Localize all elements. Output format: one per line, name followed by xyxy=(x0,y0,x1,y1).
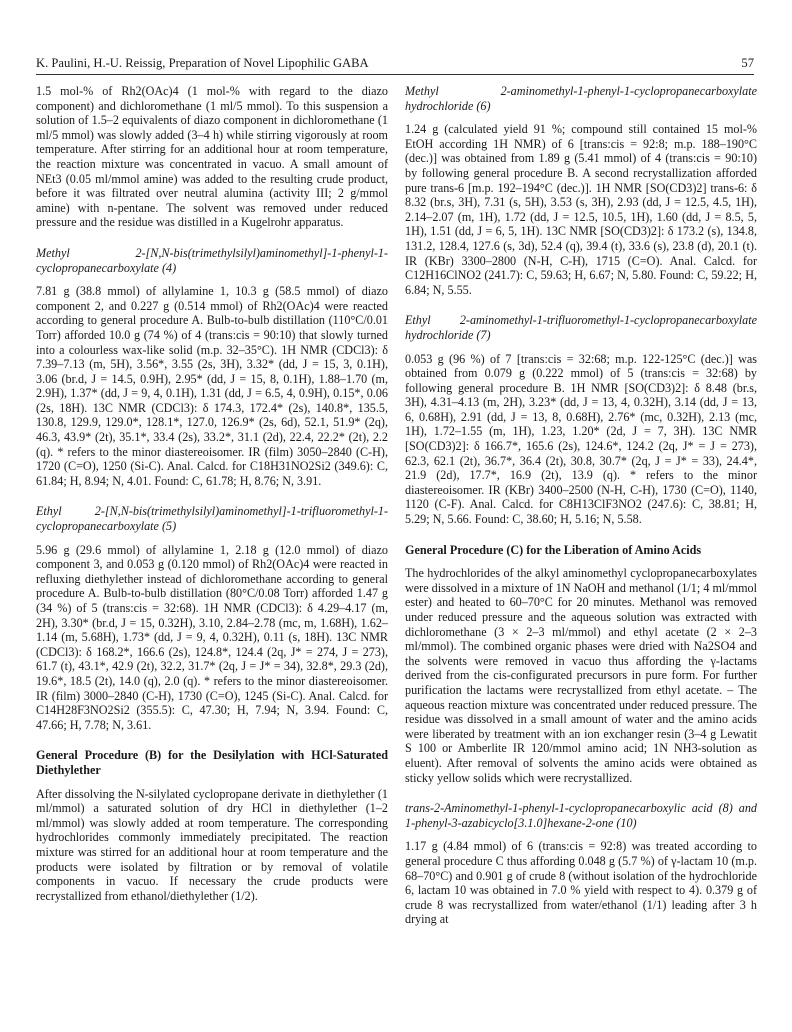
procedure-c-text: The hydrochlorides of the alkyl aminomethyl cyclopropanecarboxylates were dissolved in a mixture of 1N NaOH and methanol (1/1; 4 ml/mmol ester) and heated to 60–70°C for 20 minutes. Methanol was removed under reduced pressure and the aqueous solution was extracted with dichloromethane (3 × 2–3 ml/mmol) and ethyl acetate (2 × 2–3 ml/mmol). The combined organic phases were dried with Na2SO4 and the solvents were removed in vacuo thus affording the γ-lactams derived from the cis-configurated precursors in pure form. For further purification the lactams were recrystallized from ethyl acetate. – The aqueous reaction mixture was concentrated under reduced pressure. The residue was dissolved in a small amount of water and the amino acids were liberated by treatment with an ion exchanger resin (3–4 g Lewatit S 100 or Amberlite IR 120/mmol amino acid; 1N NH3-solution as eluent). After removal of solvents the amino acids were obtained as sticky yellow solids which were recrystallized. xyxy=(405,566,757,785)
running-title: K. Paulini, H.-U. Reissig, Preparation of Novel Lipophilic GABA xyxy=(36,56,369,70)
right-column xyxy=(405,84,757,927)
compound-4-text: 7.81 g (38.8 mmol) of allylamine 1, 10.3 g (58.5 mmol) of diazo component 2, and 0.227 g (0.514 mmol) of Rh2(OAc)4 were reacted according to general procedure A. Bulb-to-bulb distillation (110°C/0.01 Torr) afforded 10.0 g (74 %) of 4 (trans:cis = 90:10) that slowly turned into a colourless wax-like solid (m.p. 32–35°C). 1H NMR (CDCl3): δ 7.39–7.13 (m, 5H), 3.56*, 3.55 (2s, 3H), 3.32* (dd, J = 15, 3, 0.1H), 3.06 (br.d, J = 14.5, 0.9H), 2.95* (dd, J = 15, 8, 0.1H), 1.88–1.70 (m, 2.9H), 1.37* (dd, J = 9, 4, 0.1H), 1.31 (dd, J = 6.5, 4, 0.9H), 0.15*, 0.06 (2s, 18H). 13C NMR (CDCl3): δ 174.3, 172.4* (2s), 140.8*, 135.5, 130.8, 129.9, 129.0*, 128.1*, 127.0, 126.9* (2s, 6d), 52.1, 51.9* (2q), 46.3, 43.9* (2t), 35.1*, 33.4 (2s), 33.2*, 31.1 (2d), 22.4, 22.2* (2t), 2.2 (q). * refers to the minor diastereoisomer. IR (film) 3050–2840 (C-H), 1720 (C=O), 1250 (Si-C). Anal. Calcd. for C18H31NO2Si2 (349.6): C, 61.84; H, 8.94; N, 4.01. Found: C, 61.78; H, 8.76; N, 3.91. xyxy=(36,284,388,488)
procedure-b-heading: General Procedure (B) for the Desilylation with HCl-Saturated Diethylether xyxy=(36,748,388,777)
compound-6-text: 1.24 g (calculated yield 91 %; compound still contained 15 mol-% EtOH according 1H NMR) of 6 [trans:cis = 92:8; m.p. 188–190°C (dec.)] was obtained from 1.89 g (5.41 mmol) of 4 (trans:cis = 90:10) by following general procedure B. A second recrystallization afforded pure trans-6 [m.p. 192–194°C (dec.)]. 1H NMR [SO(CD3)2] trans-6: δ 8.32 (br.s, 3H), 7.31 (s, 5H), 3.53 (s, 3H), 2.93 (dd, J = 12.5, 4.5, 1H), 2.14–2.07 (m, 1H), 1.72 (dd, J = 12.5, 10.5, 1H), 1.60 (dd, J = 8.5, 5, 1H), 1.51 (dd, J = 6, 5, 1H). 13C NMR [SO(CD3)2]: δ 173.2 (s), 134.8, 131.2, 128.4, 127.6 (s, 3d), 52.4 (q), 39.4 (t), 33.6 (s), 23.8 (d), 20.1 (t). IR (KBr) 3300–2800 (N-H, C-H), 1715 (C=O). Anal. Calcd. for C12H16ClNO2 (241.7): C, 59.63; H, 6.67; N, 5.80. Found: C, 59.22; H, 6.84; N, 5.55. xyxy=(405,122,757,297)
compound-5-heading: Ethyl 2-[N,N-bis(trimethylsilyl)aminomethyl]-1-trifluoromethyl-1-cyclopropanecarboxylate (5) xyxy=(36,504,388,534)
compound-7-heading: Ethyl 2-aminomethyl-1-trifluoromethyl-1-cyclopropanecarboxylate hydrochloride (7) xyxy=(405,313,757,342)
compound-6-heading: Methyl 2-aminomethyl-1-phenyl-1-cyclopropanecarboxylate hydrochloride (6) xyxy=(405,84,757,113)
page-number: 57 xyxy=(741,56,754,70)
compound-5-text: 5.96 g (29.6 mmol) of allylamine 1, 2.18 g (12.0 mmol) of diazo component 3, and 0.053 g (0.120 mmol) of Rh2(OAc)4 were reacted in refluxing diethylether instead of dichloromethane according to general procedure A. Bulb-to-bulb distillation (80°C/0.08 Torr) afforded 1.47 g (34 %) of 5 (trans:cis = 32:68). 1H NMR (CDCl3): δ 4.29–4.17 (m, 2H), 3.30* (br.d, J = 15, 0.32H), 3.10, 2.84–2.78 (mc, m, 1.68H), 1.62–1.14 (m, 5.68H), 1.73* (dd, J = 9, 4, 0.32H), 0.11 (s, 18H). 13C NMR (CDCl3): δ 168.2*, 166.6 (2s), 124.8*, 124.4 (2q, J* = 274, J = 273), 61.7 (t), 43.1*, 42.9 (2t), 32.2, 31.7* (2q, J = J* = 34), 32.8*, 29.3 (2d), 19.6*, 18.5 (2t), 14.0 (q), 2.0 (q). * refers to the minor diastereoisomer. IR (film) 3000–2840 (C-H), 1730 (C=O), 1245 (Si-C). Anal. Calcd. for C14H28F3NO2Si2 (355.5): C, 47.30; H, 7.94; N, 3.94. Found: C, 47.66; H, 7.78; N, 3.61. xyxy=(36,542,388,732)
compound-8-text: 1.17 g (4.84 mmol) of 6 (trans:cis = 92:8) was treated according to general procedure C thus affording 0.048 g (5.7 %) of γ-lactam 10 (m.p. 68–70°C) and 0.901 g of crude 8 (without isolation of the hydrochloride 6, lactam 10 was obtained in 7.0 % yield with respect to 4). 0.379 g of crude 8 was recrystallized from water/ethanol (1/1) leading after 3 h drying at xyxy=(405,839,757,927)
procedure-a-continuation: 1.5 mol-% of Rh2(OAc)4 (1 mol-% with regard to the diazo component) and dichloromethane (1 ml/5 mmol). To this suspension a solution of 1.5–2 equivalents of diazo component in dichloromethane (1 ml/5 mmol) was slowly added (3–4 h) while stirring vigorously at room temperature. After stirring for an additional hour at room temperature, the reaction mixture was concentrated in vacuo. A small amount of NEt3 (0.05 ml/mmol amine) was added to the resulting crude product, before it was filtrated over neutral alumina (activity III; 2 g/mmol amine) with n-pentane. The solvent was removed under reduced pressure and the residue was distilled in a Kugelrohr apparatus. xyxy=(36,84,388,230)
page-header xyxy=(36,56,754,75)
compound-4-heading: Methyl 2-[N,N-bis(trimethylsilyl)aminomethyl]-1-phenyl-1-cyclopropanecarboxylate (4) xyxy=(36,245,388,275)
left-column xyxy=(36,84,388,903)
procedure-b-text: After dissolving the N-silylated cyclopropane derivate in diethylether (1 ml/mmol) a saturated solution of dry HCl in diethylether (1–2 ml/mmol) was slowly added at room temperature. The corresponding hydrochlorides commonly immediately precipitated. The reaction mixture was stirred for an additional hour at room temperature and the products were isolated by filtration or by removal of volatile components in vacuo. If necessary the crude products were recrystallized from ethanol/diethylether (1/2). xyxy=(36,786,388,903)
compound-7-text: 0.053 g (96 %) of 7 [trans:cis = 32:68; m.p. 122-125°C (dec.)] was obtained from 0.079 g (0.222 mmol) of 5 (trans:cis = 32:68) by following general procedure B. 1H NMR [SO(CD3)2]: δ 8.48 (br.s, 3H), 4.31–4.13 (m, 2H), 3.23* (dd, J = 13, 4, 0.32H), 3.14 (dd, J = 13, 6, 0.68H), 2.91 (dd, J = 13, 8, 0.68H), 2.76* (mc, 0.32H), 2.13 (mc, 1H), 1.72–1.55 (m, 1H), 1.23, 1.20* (2d, J = 7, 3H). 13C NMR [SO(CD3)2]: δ 166.7*, 165.6 (2s), 124.6*, 124.2 (2q, J* = J = 273), 62.3, 62.1 (2t), 36.7*, 36.4 (2t), 30.8, 30.7* (2q, J = J* = 33), 24.4*, 21.9 (2d), 17.7*, 16.9 (2t), 13.9 (q). * refers to the minor diastereoisomer. IR (KBr) 3400–2500 (N-H, C-H), 1730 (C=O), 1140, 1120 (C-F). Anal. Calcd. for C8H13ClF3NO2 (247.6): C, 38.81; H, 5.29; N, 5.66. Found: C, 38.60; H, 5.16; N, 5.58. xyxy=(405,351,757,527)
procedure-c-heading: General Procedure (C) for the Liberation of Amino Acids xyxy=(405,542,702,557)
compound-8-heading: trans-2-Aminomethyl-1-phenyl-1-cyclopropanecarboxylic acid (8) and 1-phenyl-3-azabicyclo[3.1.0]hexane-2-one (10) xyxy=(405,801,757,830)
